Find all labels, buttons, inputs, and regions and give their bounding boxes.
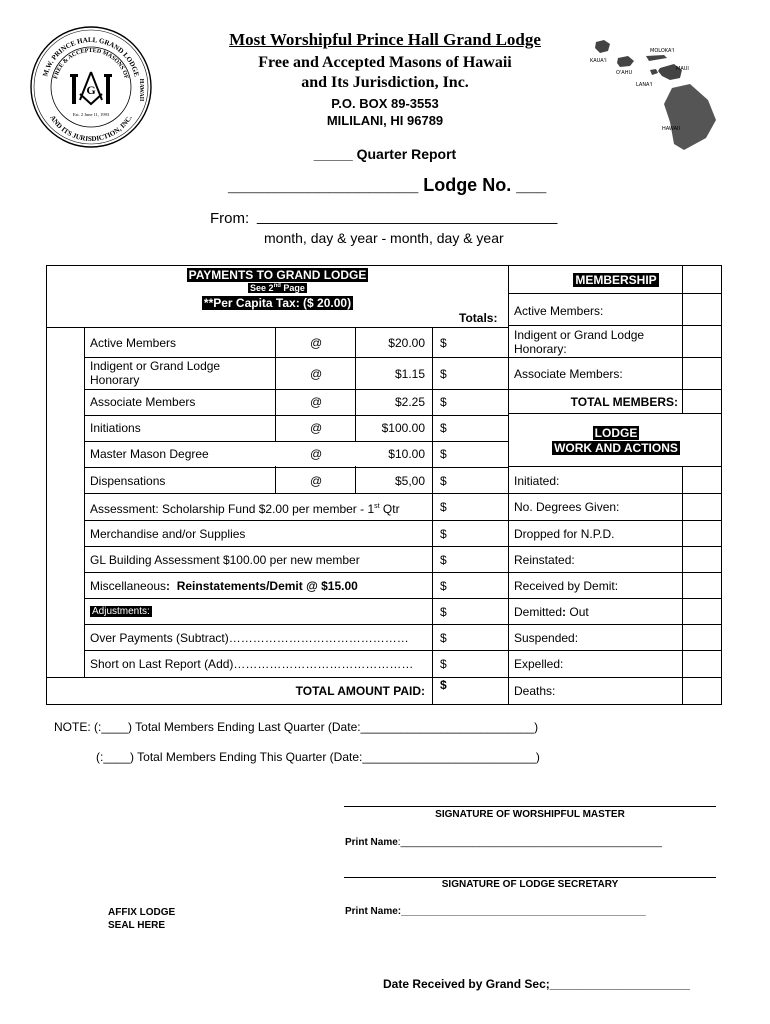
row-amount: $2.25 [394,395,425,409]
row-total-field[interactable]: $ [440,395,447,409]
maui-label: MAUI [676,66,689,72]
subtitle-1: Free and Accepted Masons of Hawaii [258,54,512,71]
hawaii-label: HAWAII [662,126,680,132]
adjustments-total-field[interactable]: $ [440,605,447,619]
row-at: @ [310,474,323,488]
po-box: P.O. BOX 89-3553 [331,96,439,111]
row-amount: $5,00 [394,474,425,488]
row-at: @ [310,447,323,461]
page-title: Most Worshipful Prince Hall Grand Lodge [229,30,541,49]
dropped-npd-label: Dropped for N.P.D. [514,527,615,541]
row-at: @ [310,367,323,381]
degrees-given-label: No. Degrees Given: [514,500,620,514]
row-at: @ [310,395,323,409]
seal-ring-inner: FREE & ACCEPTED MASONS OF [53,47,129,80]
lodge-seal [28,24,154,150]
demitted-label: Demitted: Out [514,605,589,619]
lanai-label: LANA'I [636,82,653,88]
suspended-label: Suspended: [514,631,579,645]
subtitle-2: and Its Jurisdiction, Inc. [301,74,469,91]
per-capita-tax: **Per Capita Tax: ($ 20.00) [203,296,352,310]
row-label-dispensations: Dispensations [90,474,166,488]
from-date-field[interactable]: ____________________________________ [257,208,558,225]
hawaii-map [578,34,728,158]
reinstated-label: Reinstated: [514,553,575,567]
assessment-label: Assessment: Scholarship Fund $2.00 per member - 1st Qtr [90,502,400,516]
active-members-label: Active Members: [514,304,604,318]
secretary-signature-label: SIGNATURE OF LODGE SECRETARY [441,879,619,890]
hawaii-islands-icon [578,34,728,158]
assessment-total-field[interactable]: $ [440,500,447,514]
total-members-label: TOTAL MEMBERS: [570,395,678,409]
building-label: GL Building Assessment $100.00 per new member [90,553,360,567]
row-label-initiations: Initiations [90,421,141,435]
totals-label: Totals: [459,311,498,325]
print-name-master[interactable]: Print Name:_______________________________________________ [345,837,662,848]
date-received[interactable]: Date Received by Grand Sec;_____________________ [383,977,690,991]
short-report-label: Short on Last Report (Add)……………………………………… [90,657,414,671]
lodge-number-line: ___________________ Lodge No. ___ [228,175,547,195]
lodge-work-heading: LODGE WORK AND ACTIONS [554,426,678,455]
row-amount: $10.00 [388,447,425,461]
row-total-field[interactable]: $ [440,367,447,381]
associate-members-label: Associate Members: [514,367,623,381]
svg-text:G: G [86,83,96,97]
row-amount: $20.00 [388,336,425,350]
seal-ring-bottom: AND ITS JURISDICTION, INC. [48,113,134,144]
merchandise-label: Merchandise and/or Supplies [90,527,246,541]
quarter-report: _____ Quarter Report [313,146,457,162]
row-at: @ [310,336,323,350]
seal-date: Est. 2 June 11, 1993 [72,112,110,117]
total-amount-field[interactable]: $ [440,678,447,692]
see-page-note: See 2nd Page [250,283,305,293]
expelled-label: Expelled: [514,657,564,671]
row-label-indigent: Indigent or Grand Lodge Honorary [90,359,221,387]
seal-graphic [28,24,154,150]
from-label: From: [210,210,250,227]
row-label-active: Active Members [90,336,177,350]
molokai-label: MOLOKA'I [650,48,675,54]
membership-heading: MEMBERSHIP [575,273,657,287]
note-this-quarter[interactable]: (:____) Total Members Ending This Quarter (Date:__________________________) [96,750,540,764]
row-amount: $1.15 [394,367,425,381]
note-last-quarter[interactable]: NOTE: (:____) Total Members Ending Last Quarter (Date:__________________________) [54,720,539,734]
master-signature-line[interactable] [344,806,716,807]
secretary-signature-line[interactable] [344,877,716,878]
oahu-label: O'AHU [616,70,633,76]
print-name-secretary[interactable]: Print Name:____________________________________________ [345,906,646,917]
master-signature-label: SIGNATURE OF WORSHIPFUL MASTER [435,809,625,820]
row-total-field[interactable]: $ [440,336,447,350]
row-total-field[interactable]: $ [440,474,447,488]
seal-ring-right: HAWAII [138,78,144,102]
short-report-field[interactable]: $ [440,657,447,671]
deaths-label: Deaths: [514,684,556,698]
initiated-label: Initiated: [514,474,560,488]
affix-seal-label: AFFIX LODGE SEAL HERE [108,907,176,931]
row-total-field[interactable]: $ [440,447,447,461]
row-total-field[interactable]: $ [440,421,447,435]
misc-label: Miscellaneous: Reinstatements/Demit @ $15.00 [90,579,358,593]
seal-ring-top: M.W. PRINCE HALL GRAND LODGE [41,35,141,78]
row-label-master-mason: Master Mason Degree [90,447,209,461]
over-payments-field[interactable]: $ [440,631,447,645]
date-hint: month, day & year - month, day & year [264,230,504,246]
payments-heading: PAYMENTS TO GRAND LODGE [188,268,367,282]
row-amount: $100.00 [381,421,425,435]
over-payments-label: Over Payments (Subtract)……………………………………… [90,631,409,645]
kauai-label: KAUA'I [590,58,607,64]
received-demit-label: Received by Demit: [514,579,619,593]
row-at: @ [310,421,323,435]
row-label-associate: Associate Members [90,395,196,409]
city-address: MILILANI, HI 96789 [326,113,444,128]
adjustments-label: Adjustments: [92,606,150,617]
indigent-members-label: Indigent or Grand Lodge Honorary: [514,328,645,356]
misc-total-field[interactable]: $ [440,579,447,593]
total-amount-label: TOTAL AMOUNT PAID: [295,684,425,698]
merchandise-total-field[interactable]: $ [440,527,447,541]
building-total-field[interactable]: $ [440,553,447,567]
